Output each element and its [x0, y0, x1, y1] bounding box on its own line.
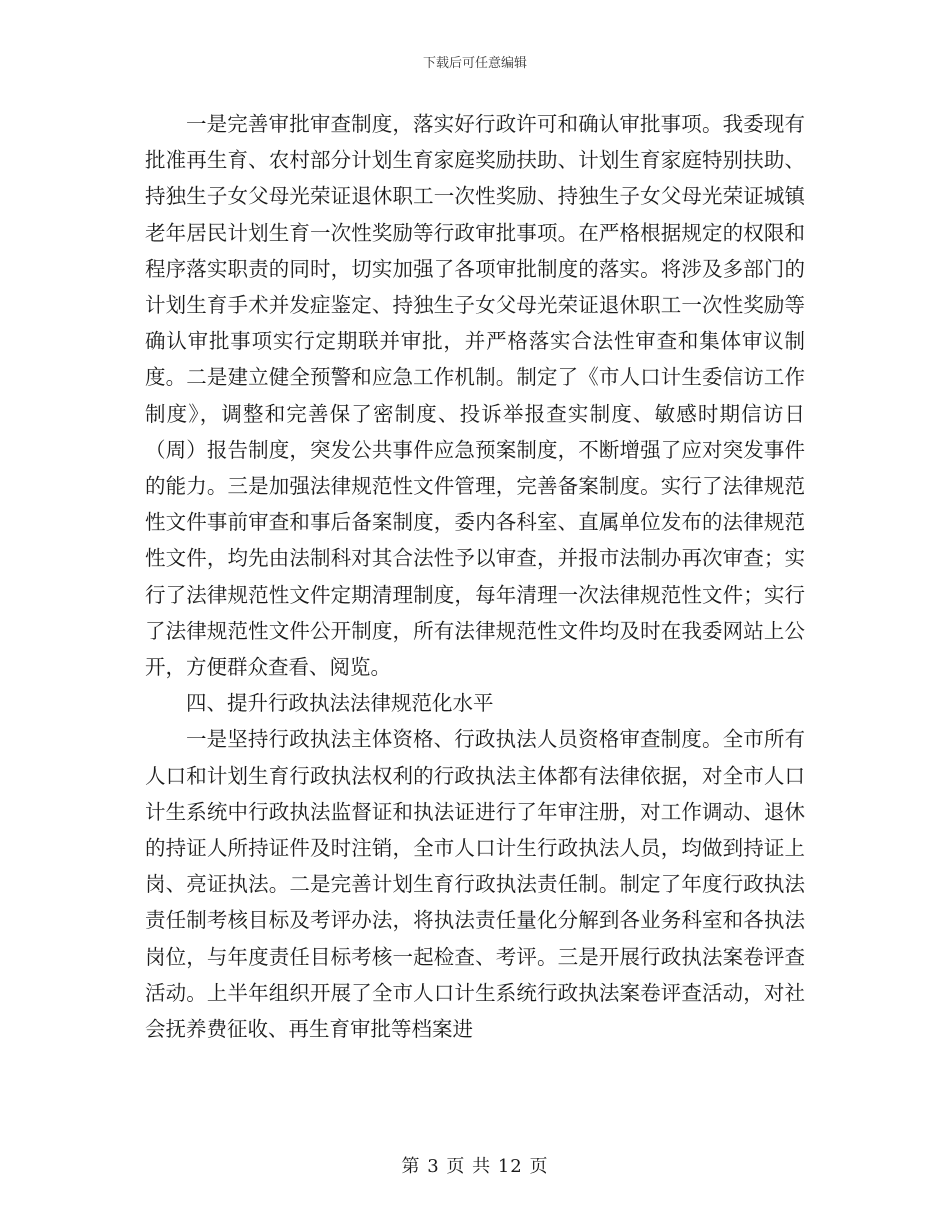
header-note: 下载后可任意编辑	[422, 56, 527, 71]
paragraph-approval-system: 一是完善审批审查制度，落实好行政许可和确认审批事项。我委现有批准再生育、农村部分计划生育家庭奖励扶助、计划生育家庭特别扶助、持独生子女父母光荣证退休职工一次性奖励、持独生子女父母光荣证城镇老年居民计划生育一次性奖励等行政审批事项。在严格根据规定的权限和程序落实职责的同时，切实加强了各项审批制度的落实。将涉及多部门的计划生育手术并发症鉴定、持独生子女父母光荣证退休职工一次性奖励等确认审批事项实行定期联并审批，并严格落实合法性审查和集体审议制度。二是建立健全预警和应急工作机制。制定了《市人口计生委信访工作制度》，调整和完善保了密制度、投诉举报查实制度、敏感时期信访日（周）报告制度，突发公共事件应急预案制度，不断增强了应对突发事件的能力。三是加强法律规范性文件管理，完善备案制度。实行了法律规范性文件事前审查和事后备案制度，委内各科室、直属单位发布的法律规范性文件，均先由法制科对其合法性予以审查，并报市法制办再次审查；实行了法律规范性文件定期清理制度，每年清理一次法律规范性文件；实行了法律规范性文件公开制度，所有法律规范性文件均及时在我委网站上公开，方便群众查看、阅览。	[145, 112, 805, 680]
section-heading-law-enforcement: 四、提升行政执法法律规范化水平	[186, 691, 494, 716]
body-text	[145, 106, 805, 1047]
page-number: 第 3 页 共 12 页	[401, 1156, 549, 1177]
paragraph-law-enforcement: 一是坚持行政执法主体资格、行政执法人员资格审查制度。全市所有人口和计划生育行政执法权利的行政执法主体都有法律依据，对全市人口计生系统中行政执法监督证和执法证进行了年审注册，对工作调动、退休的持证人所持证件及时注销，全市人口计生行政执法人员，均做到持证上岗、亮证执法。二是完善计划生育行政执法责任制。制定了年度行政执法责任制考核目标及考评办法，将执法责任量化分解到各业务科室和各执法岗位，与年度责任目标考核一起检查、考评。三是开展行政执法案卷评查活动。上半年组织开展了全市人口计生系统行政执法案卷评查活动，对社会抚养费征收、再生育审批等档案进	[145, 727, 805, 1042]
